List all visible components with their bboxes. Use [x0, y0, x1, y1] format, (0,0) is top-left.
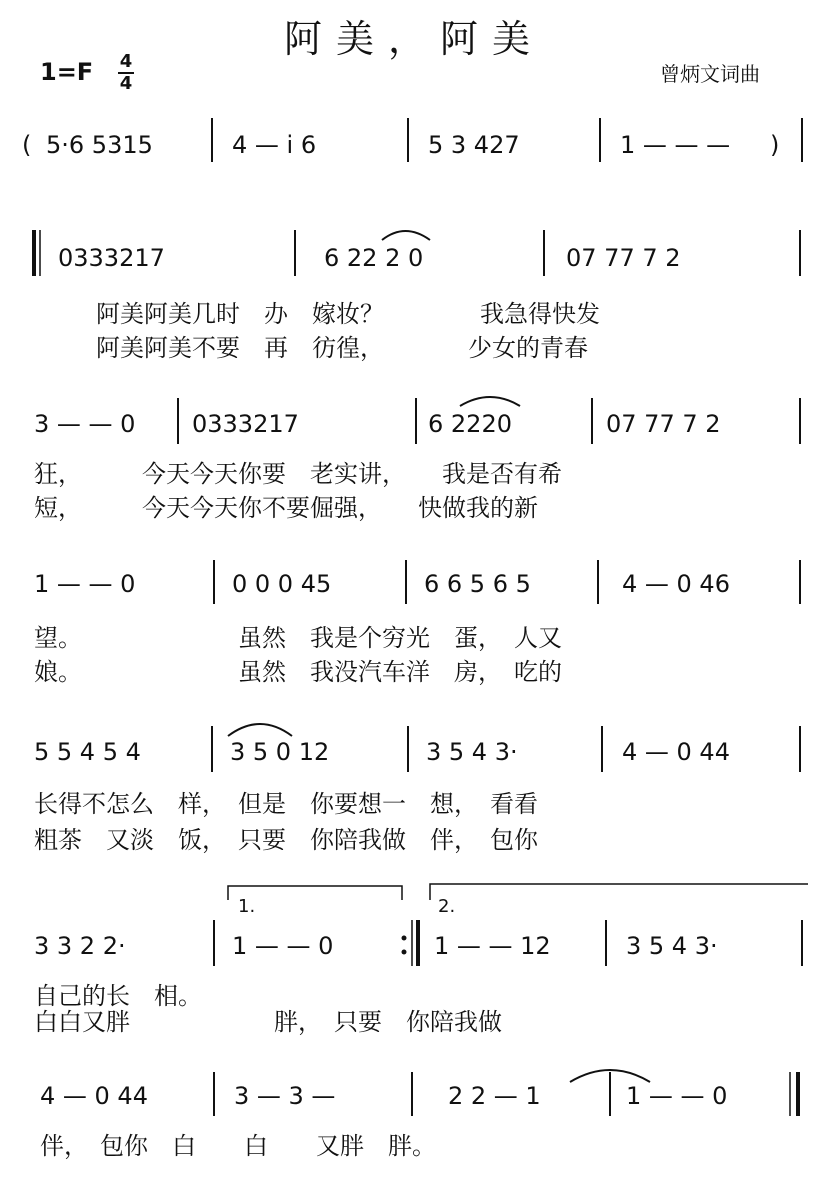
system-3: [34, 397, 800, 522]
system-2: [34, 230, 800, 362]
measure: 4 — 0 44: [40, 1082, 148, 1110]
measure: 3 5 0 12: [230, 738, 330, 766]
system-5: [34, 724, 800, 854]
measure: 0333217: [192, 410, 299, 438]
measure: 1 — — 0: [34, 570, 136, 598]
measure: 3 5 4 3·: [626, 932, 718, 960]
lyrics-verse-1: 伴， 包你 白 白 又胖 胖。: [40, 1132, 436, 1160]
system-7: [40, 1070, 798, 1160]
slur: [460, 397, 520, 406]
volta-1-label: 1.: [238, 896, 256, 917]
lyrics-verse-1: 狂， 今天今天你要 老实讲， 我是否有希: [34, 460, 562, 488]
measure: 0333217: [58, 244, 165, 272]
lyrics-verse-1: 望。 虽然 我是个穷光 蛋， 人又: [34, 624, 562, 652]
measure: 07 77 7 2: [566, 244, 681, 272]
lyrics-verse-2: 娘。 虽然 我没汽车洋 房， 吃的: [34, 658, 562, 686]
repeat-dot: [402, 936, 407, 941]
close-paren: ): [770, 131, 780, 159]
measure: 1 — — 0: [626, 1082, 728, 1110]
measure: 3 — 3 —: [234, 1082, 336, 1110]
measure: 6 2220: [428, 410, 512, 438]
measure: 3 — — 0: [34, 410, 136, 438]
repeat-dot: [402, 950, 407, 955]
song-title: 阿美，阿美: [283, 17, 544, 61]
measure: 5 3 427: [428, 131, 520, 159]
measure: 07 77 7 2: [606, 410, 721, 438]
measure: 1 — — 12: [434, 932, 551, 960]
meter-bottom: 4: [119, 73, 133, 94]
measure: 5 5 4 5 4: [34, 738, 141, 766]
slur: [382, 231, 430, 240]
measure: 5·6 5315: [46, 131, 153, 159]
measure: 4 — 0 46: [622, 570, 730, 598]
measure: 4 — i 6: [232, 131, 317, 159]
measure: 1 — — 0: [232, 932, 334, 960]
volta-2-label: 2.: [438, 896, 456, 917]
system-4: [34, 560, 800, 686]
measure: 6 6 5 6 5: [424, 570, 531, 598]
measure: 6 22 2 0: [324, 244, 424, 272]
measure: 3 5 4 3·: [426, 738, 518, 766]
measure: 1 — — —: [620, 131, 731, 159]
system-1: [22, 118, 802, 162]
volta-bracket-2: [430, 884, 808, 900]
measure: 0 0 0 45: [232, 570, 332, 598]
lyrics-verse-1: 长得不怎么 样， 但是 你要想一 想， 看看: [34, 790, 538, 818]
lyrics-verse-2: 短， 今天今天你不要倔强， 快做我的新: [34, 494, 538, 522]
key-signature: 1=F: [40, 58, 94, 86]
slur: [228, 724, 292, 736]
meter-top: 4: [119, 51, 133, 72]
measure: 2 2 — 1: [448, 1082, 541, 1110]
lyrics-verse-1: 阿美阿美几时 办 嫁妆？ 我急得快发: [96, 300, 600, 328]
lyrics-verse-2: 白白又胖 胖， 只要 你陪我做: [34, 1008, 502, 1036]
open-paren: (: [22, 131, 32, 159]
measure: 4 — 0 44: [622, 738, 730, 766]
composer-credit: 曾炳文词曲: [660, 62, 760, 86]
lyrics-verse-2: 阿美阿美不要 再 彷徨， 少女的青春: [96, 334, 588, 362]
lyrics-verse-1: 自己的长 相。: [34, 982, 202, 1010]
measure: 3 3 2 2·: [34, 932, 126, 960]
system-6: [34, 884, 808, 1036]
lyrics-verse-2: 粗茶 又淡 饭， 只要 你陪我做 伴， 包你: [34, 826, 538, 854]
